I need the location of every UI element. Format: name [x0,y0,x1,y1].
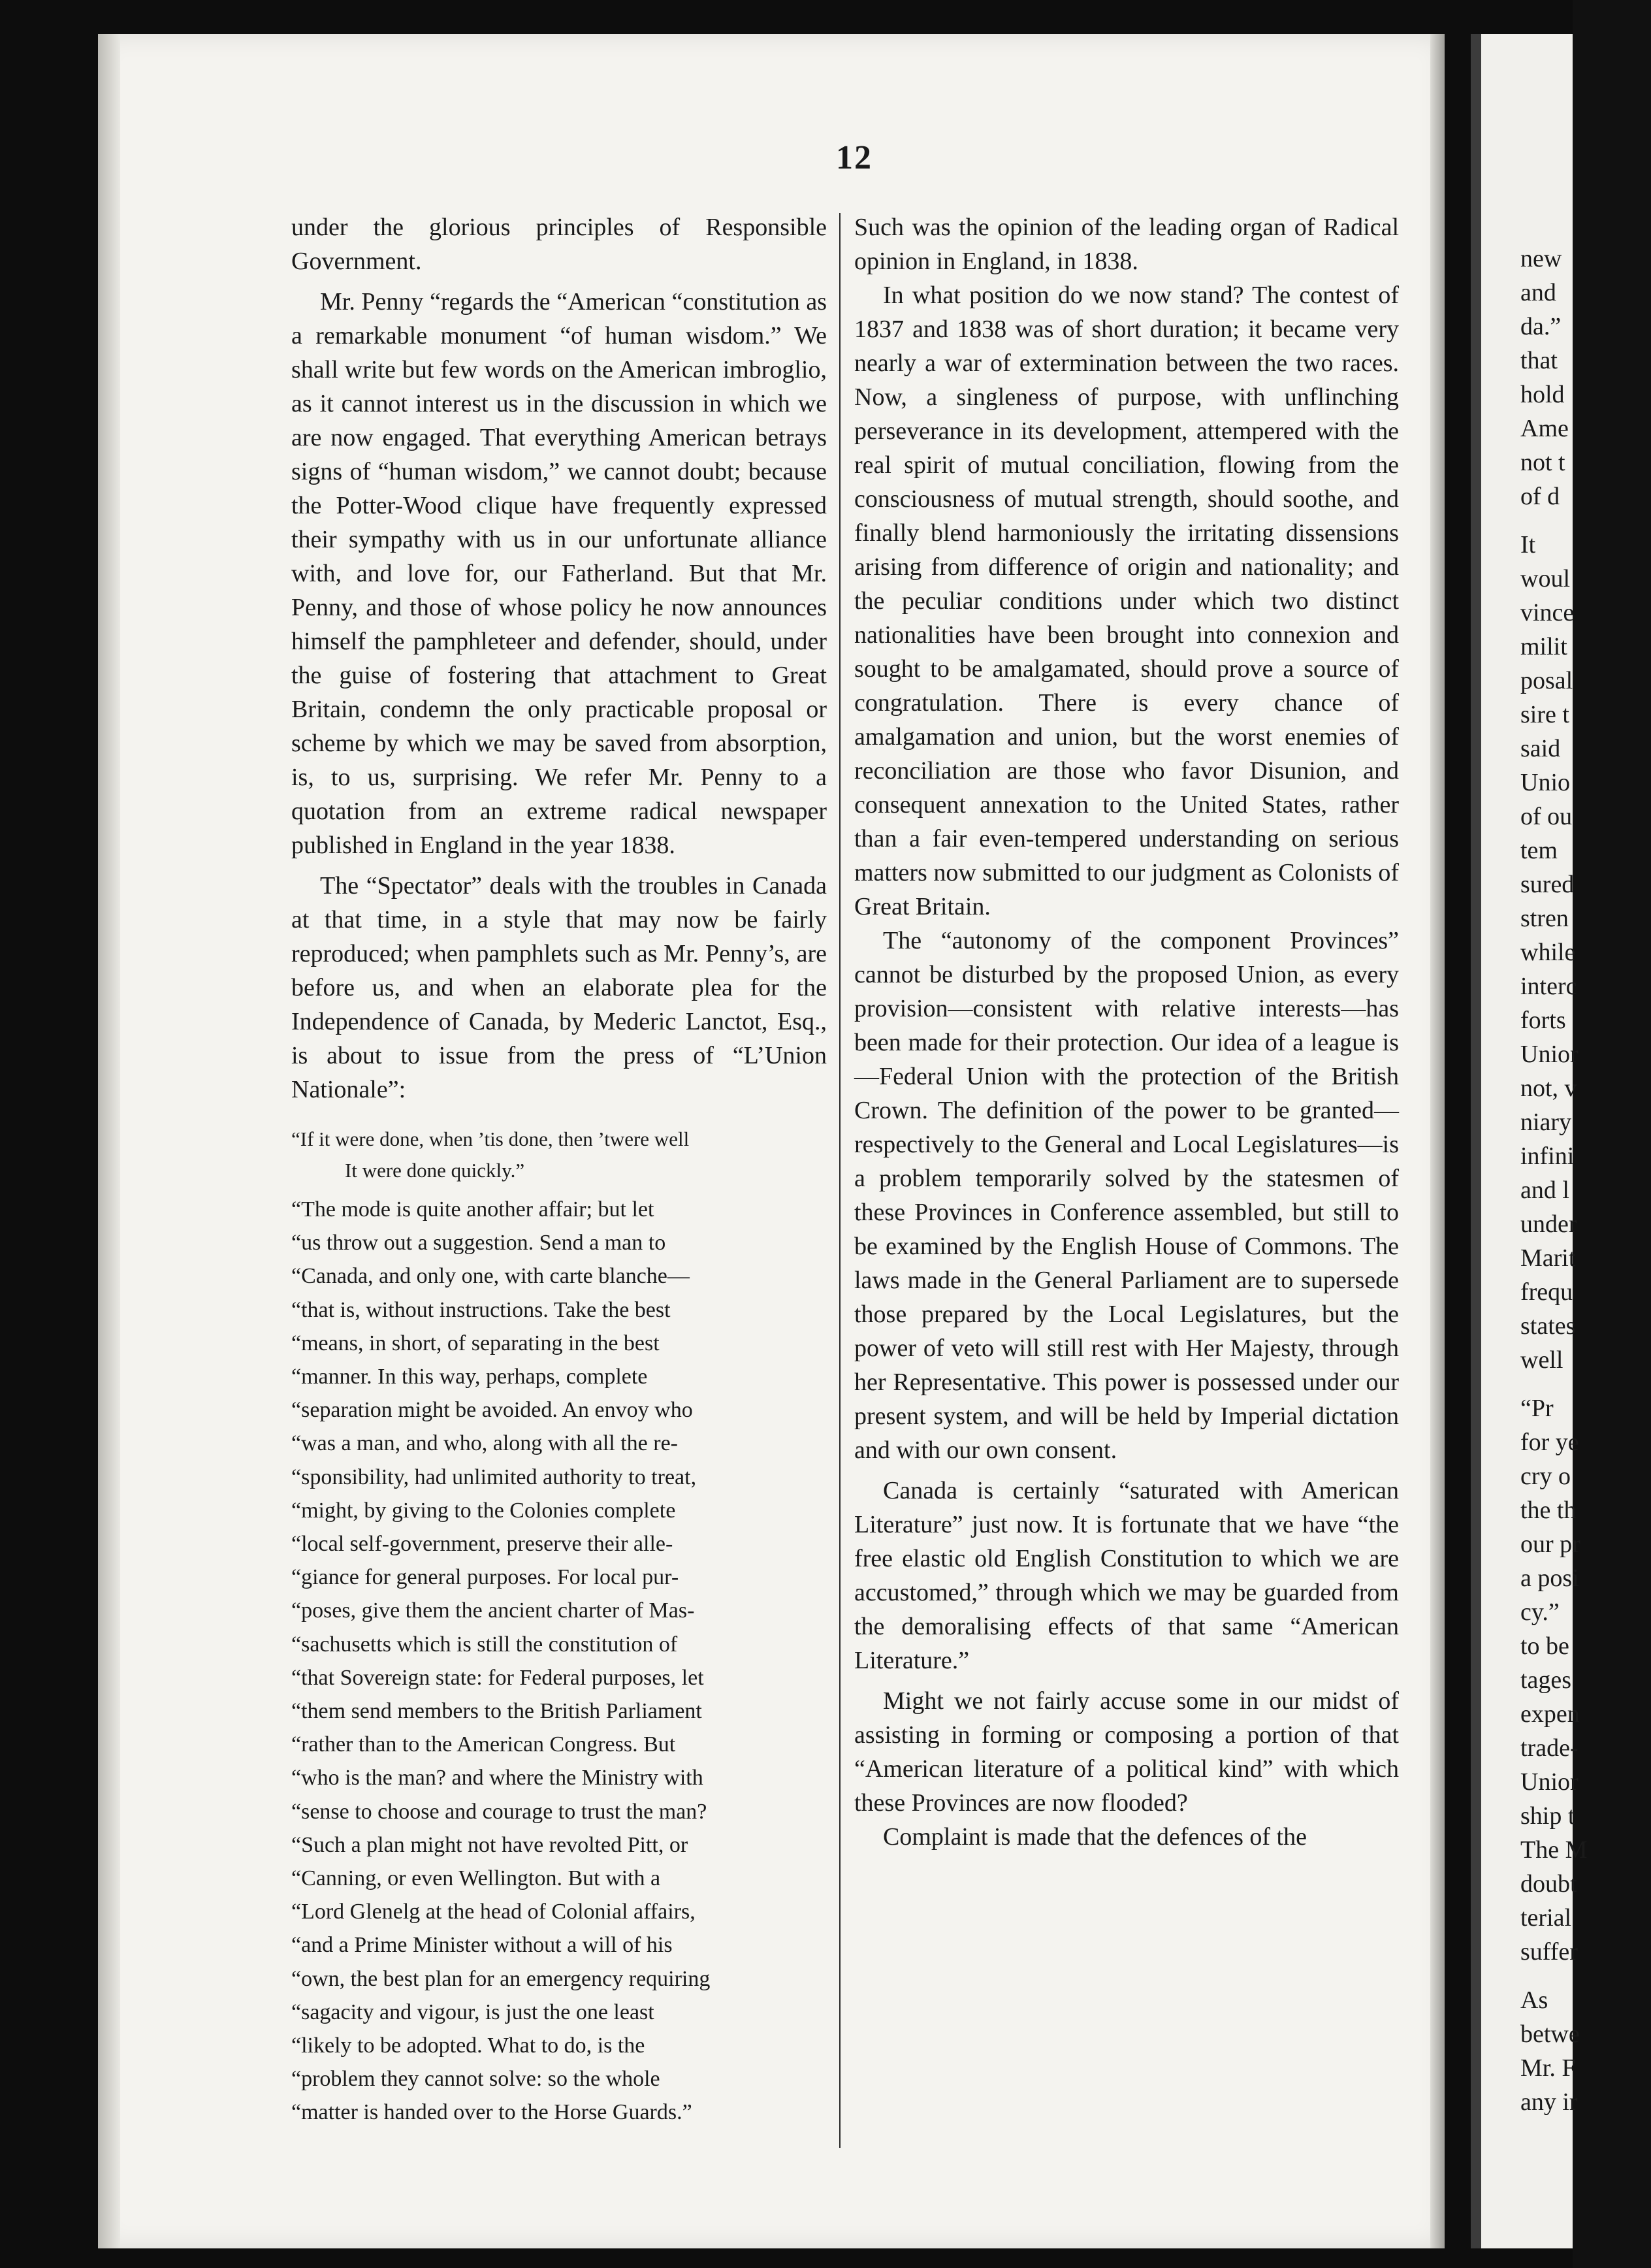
adjacent-page-fragment: Unior [1520,1768,1579,1796]
adjacent-page-fragment: hold [1520,381,1565,408]
adjacent-page-fragment: and [1520,279,1556,306]
adjacent-page-fragment [1520,1377,1651,1391]
adjacent-page-fragment: that [1520,347,1558,374]
adjacent-page-fragment: for ye [1520,1429,1579,1456]
adjacent-page-fragment: Unior [1520,1041,1579,1068]
adjacent-page-fragment: under [1520,1210,1577,1238]
quote-line: “sense to choose and courage to trust the man? [291,1799,707,1824]
adjacent-page-fragment: Mr. F [1520,2054,1576,2082]
quote-line: “us throw out a suggestion. Send a man to [291,1231,666,1256]
adjacent-page-fragment: well [1520,1346,1563,1374]
quote-line: “that is, without instructions. Take the best [291,1297,671,1322]
adjacent-page-text [1520,242,1651,2119]
adjacent-page-fragment: da.” [1520,313,1562,340]
quote-line: “sponsibility, had unlimited authority to treat, [291,1465,697,1489]
adjacent-page-fragment: to be [1520,1632,1569,1660]
column-divider [839,213,841,2148]
adjacent-page-fragment: woul [1520,565,1570,592]
adjacent-page-fragment: cry o [1520,1463,1571,1490]
quote-line: “that Sovereign state: for Federal purposes, let [291,1665,704,1690]
page-gutter-shadow [98,34,120,2248]
quote-line: “poses, give them the ancient charter of Mas- [291,1598,695,1623]
adjacent-page-fragment: states [1520,1312,1576,1340]
adjacent-page-fragment: our pr [1520,1531,1580,1558]
quote-line: “local self-government, preserve their alle- [291,1532,673,1557]
adjacent-page-fragment: posal [1520,667,1573,694]
quote-line: “The mode is quite another affair; but let [291,1197,654,1222]
adjacent-page-fragment: Unio [1520,769,1570,796]
quote-line: “manner. In this way, perhaps, complete [291,1365,648,1389]
quote-line: “likely to be adopted. What to do, is the [291,2033,645,2058]
adjacent-page-fragment: Marit [1520,1244,1576,1272]
left-paragraph-3: The “Spectator” deals with the troubles in Canada at that time, in a style that may now be fairly reproduced; when pamphlets such as Mr. Penny’s, are before us, and when an elaborate plea for the Independence of Canada, by Mederic Lanctot, Esq., is about to issue from the press of “L’Union Nationale”: [291,872,827,1103]
quote-line: “them send members to the British Parliament [291,1699,702,1724]
adjacent-page-fragment: milit [1520,633,1567,660]
right-paragraph-4: Canada is certainly “saturated with American Literature” just now. It is fortunate that we have “the free elastic old English Constitution to which we are accustomed,” through which we may be guarded from the demoralising effects of that same “American Literature.” [854,1477,1399,1674]
adjacent-page-fragment [1520,1969,1651,1983]
adjacent-page-fragment: of ou [1520,803,1573,830]
page-number: 12 [836,139,873,176]
quote-line: “who is the man? and where the Ministry with [291,1766,703,1790]
adjacent-page-fragment: vince [1520,599,1575,626]
adjacent-page-fragment [1520,513,1651,528]
quote-line: “problem they cannot solve: so the whole [291,2067,660,2092]
spectator-quotation [291,1193,827,2130]
right-paragraph-3: The “autonomy of the component Provinces” cannot be disturbed by the proposed Union, as every provision—consistent with relative interests—has been made for their protection. Our idea of a league is—Federal Union with the protection of the British Crown. The definition of the power to be granted—respectively to the General and Local Legislatures—is a problem temporarily solved by the statesmen of these Provinces in Conference assembled, but still to be examined by the English House of Commons. The laws made in the General Parliament are to supersede those prepared by the Local Legislatures, but the power of veto will still rest with Her Majesty, through her Representative. This power is possessed under our present system, and will be held by Imperial dictation and with our own consent. [854,927,1399,1464]
adjacent-page-fragment: not t [1520,449,1565,476]
adjacent-page-fragment: Ame [1520,415,1569,442]
adjacent-page-fragment: expen [1520,1700,1580,1728]
quote-line: “Canada, and only one, with carte blanche— [291,1264,690,1289]
adjacent-page-fragment: cy.” [1520,1598,1560,1626]
adjacent-page-fragment: while [1520,939,1576,966]
adjacent-page-fragment: The M [1520,1836,1588,1864]
adjacent-page-fragment: and l [1520,1176,1569,1204]
adjacent-page-fragment: suffer [1520,1938,1578,1966]
adjacent-page-fragment: the th [1520,1497,1577,1524]
left-paragraph-2: Mr. Penny “regards the “American “constitution as a remarkable monument “of human wisdom.” We shall write but few words on the American imbroglio, as it cannot interest us in the discussion in which we are now engaged. That everything American betrays signs of “human wisdom,” we cannot doubt; because the Potter-Wood clique have frequently expressed their sympathy with us in our unfortunate alliance with, and love for, our Fatherland. But that Mr. Penny, and those of whose policy he now announces himself the pamphleteer and defender, should, under the guise of fostering that attachment to Great Britain, condemn the only practicable proposal or scheme by which we may be saved from absorption, is, to us, surprising. We refer Mr. Penny to a quotation from an extreme radical newspaper published in England in the year 1838. [291,288,827,859]
right-column [854,210,1399,1854]
adjacent-page-fragment: sured [1520,871,1575,898]
quote-line: “matter is handed over to the Horse Guards.” [291,2100,692,2125]
quote-line: “was a man, and who, along with all the re- [291,1431,678,1456]
quote-line: “might, by giving to the Colonies complete [291,1498,676,1523]
right-paragraph-2: In what position do we now stand? The contest of 1837 and 1838 was of short duration; it became very nearly a war of extermination between the two races. Now, a singleness of purpose, with unflinching perseverance in its development, attempered with the real spirit of mutual conciliation, flowing from the consciousness of mutual strength, should soothe, and finally blend harmoniously the irritating dissensions arising from difference of origin and nationality; and the peculiar conditions under which two distinct nationalities have been brought into connexion and sought to be amalgamated, should prove a source of congratulation. There is every chance of amalgamation and union, but the worst enemies of reconciliation are those who favor Disunion, and consequent annexation to the United States, rather than a fair even-tempered understanding on serious matters now submitted to our judgment as Colonists of Great Britain. [854,282,1399,920]
adjacent-page-fragment: stren [1520,905,1569,932]
poem-line-2: It were done quickly.” [345,1159,525,1182]
adjacent-page-fragment: tem [1520,837,1558,864]
quote-line: “sagacity and vigour, is just the one least [291,2000,654,2024]
adjacent-page-fragment: infini [1520,1142,1575,1170]
adjacent-page-fragment: ship t [1520,1802,1575,1830]
adjacent-page-edge [1471,34,1481,2248]
adjacent-page-fragment: forts [1520,1007,1566,1034]
quote-line: “Lord Glenelg at the head of Colonial affairs, [291,1900,696,1924]
quote-line: “own, the best plan for an emergency requiring [291,1966,711,1991]
poem-quotation [291,1124,827,1186]
quote-line: “Canning, or even Wellington. But with a [291,1866,661,1891]
adjacent-page-fragment: “Pr [1520,1395,1554,1422]
adjacent-page-fragment: frequ [1520,1278,1573,1306]
adjacent-page-fragment: of d [1520,483,1560,510]
right-paragraph-5: Might we not fairly accuse some in our midst of assisting in forming or composing a portion of that “American literature of a political kind” with which these Provinces are now flooded? [854,1687,1399,1817]
quote-line: “giance for general purposes. For local pur- [291,1565,679,1590]
adjacent-page-fragment: sire t [1520,701,1569,728]
page-right-edge [1430,34,1445,2248]
adjacent-page-fragment: trade- [1520,1734,1579,1762]
adjacent-page-fragment: tages [1520,1666,1572,1694]
quote-line: “Such a plan might not have revolted Pitt, or [291,1832,688,1857]
left-column [291,210,827,2130]
quote-line: “rather than to the American Congress. But [291,1732,676,1757]
adjacent-page-fragment: any ir [1520,2088,1578,2116]
left-paragraph-1: under the glorious principles of Responsible Government. [291,214,827,275]
adjacent-page-fragment: As [1520,1986,1548,2014]
quote-line: “separation might be avoided. An envoy who [291,1398,693,1423]
adjacent-page [1481,34,1588,2248]
adjacent-page-fragment: new [1520,245,1562,272]
adjacent-page-fragment: It [1520,531,1536,559]
quote-line: “and a Prime Minister without a will of his [291,1933,673,1958]
adjacent-page-fragment: doubt [1520,1870,1577,1898]
adjacent-page-fragment: interc [1520,973,1577,1000]
right-paragraph-6: Complaint is made that the defences of the [883,1823,1307,1851]
adjacent-page-fragment: said [1520,735,1561,762]
adjacent-page-fragment: niary [1520,1109,1572,1136]
poem-line-1: “If it were done, when ’tis done, then ’twere well [291,1127,690,1150]
right-paragraph-1: Such was the opinion of the leading organ of Radical opinion in England, in 1838. [854,214,1399,275]
adjacent-page-fragment: betwe [1520,2020,1580,2048]
adjacent-page-fragment: a posi [1520,1564,1579,1592]
adjacent-page-fragment: terial [1520,1904,1572,1932]
quote-line: “means, in short, of separating in the best [291,1331,660,1355]
quote-line: “sachusetts which is still the constitution of [291,1632,678,1657]
adjacent-page-fragment: not, v [1520,1075,1577,1102]
